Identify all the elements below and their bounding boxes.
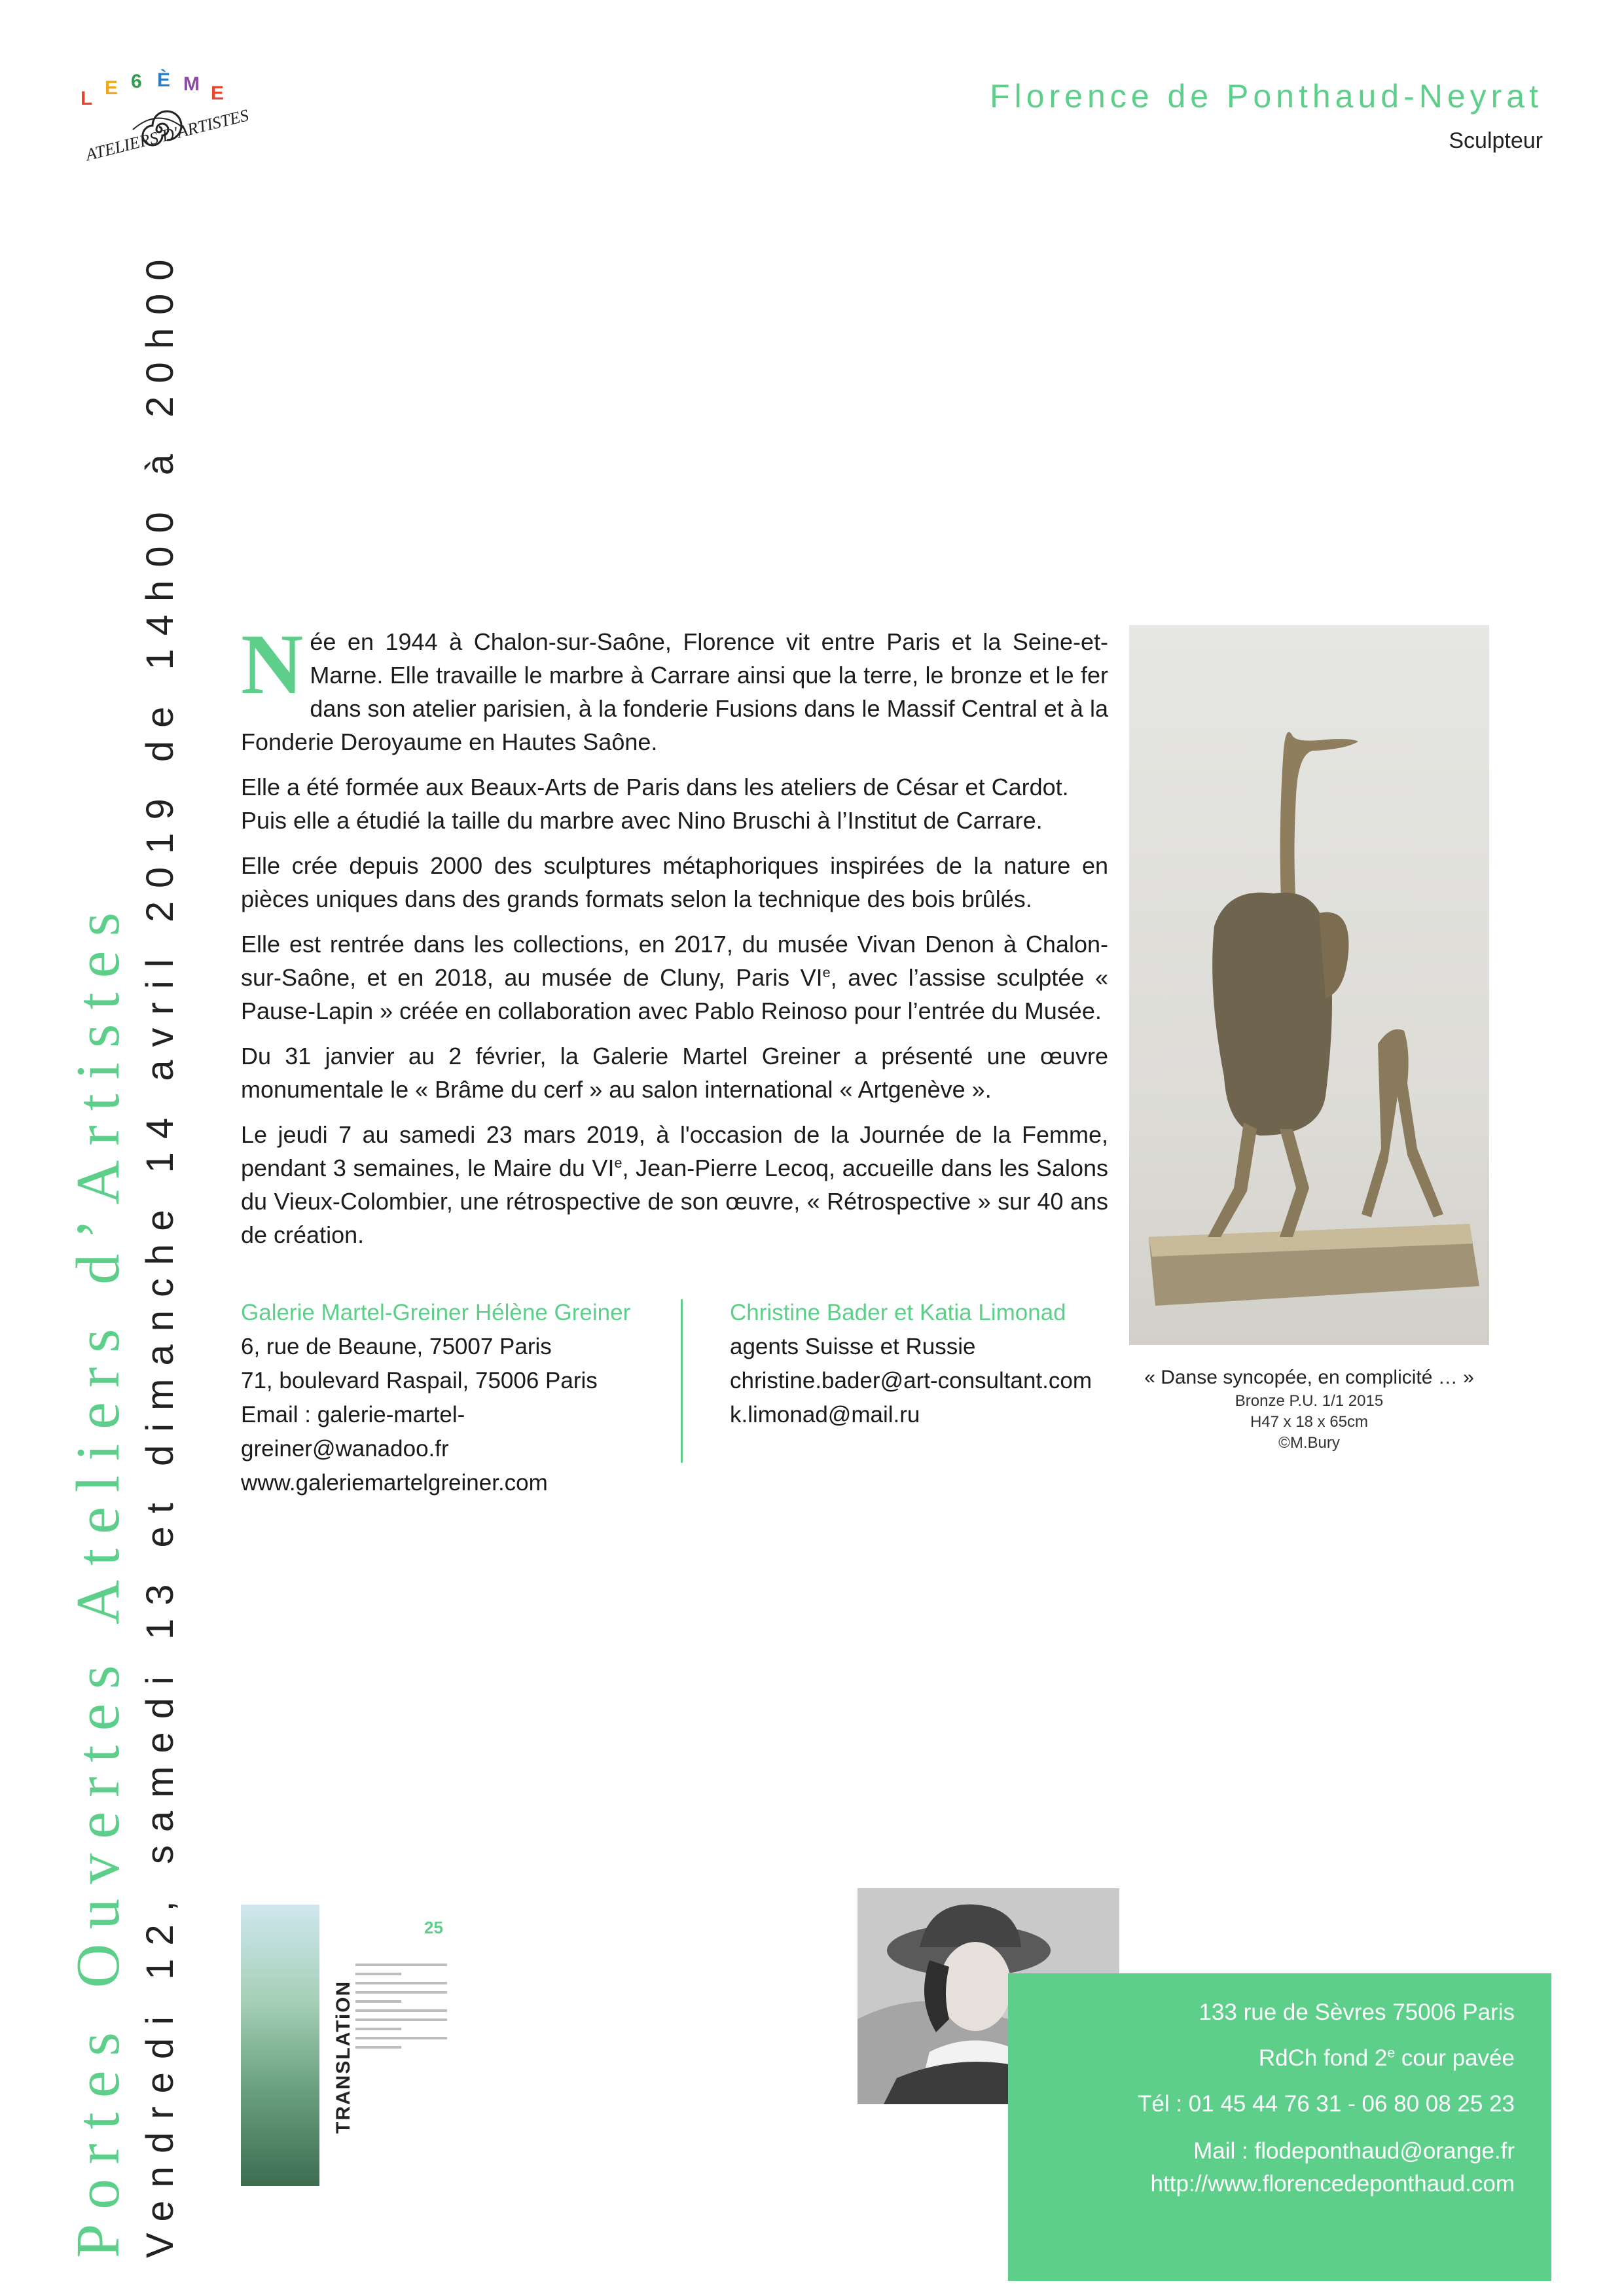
gallery-address-1: 6, rue de Beaune, 75007 Paris: [241, 1334, 552, 1359]
bio-text: ée en 1944 à Chalon-sur-Saône, Florence vit entre Paris et la Seine-et-Marne. Elle travaille le marbre à Carrare ainsi que la terre, le bronze et le fer dans son atelier parisien, à la fonderie Fusions dans le Massif Central et à la Fonderie Deroyaume en Hautes Saône.: [241, 628, 1108, 755]
logo: [77, 69, 251, 169]
exhibition-poster: [241, 1905, 457, 2186]
poster-title: TRANSLATiON: [333, 1980, 354, 2134]
poster-badge: 25: [424, 1918, 443, 1937]
logo-letter: E: [105, 77, 118, 99]
address-floor-text: RdCh fond 2: [1258, 2045, 1388, 2071]
bio-text: Elle est rentrée dans les collections, en 2017, du musée Vivan Denon à Chalon-sur-Saône, et en 2018, au musée de Cluny, Paris VI: [241, 931, 1108, 991]
artwork-photo: [1129, 625, 1489, 1345]
bio-paragraph: [241, 1118, 1108, 1251]
logo-letter: M: [183, 73, 200, 95]
gallery-website[interactable]: www.galeriemartelgreiner.com: [241, 1470, 548, 1496]
bio-text: , Jean-Pierre Lecoq, accueille dans les Salons du Vieux-Colombier, une rétrospective de son œuvre, « Rétrospective » sur 40 ans de création.: [241, 1155, 1108, 1248]
agents-role: agents Suisse et Russie: [730, 1334, 976, 1359]
bio-text: Elle a été formée aux Beaux-Arts de Paris dans les ateliers de César et Cardot.: [241, 774, 1069, 800]
logo-letter: 6: [131, 71, 142, 92]
address-street: 133 rue de Sèvres 75006 Paris: [1199, 2000, 1515, 2025]
artwork-caption: [1113, 1365, 1506, 1454]
artist-role: Sculpteur: [1449, 128, 1543, 153]
logo-letter: L: [81, 88, 93, 109]
address-phone[interactable]: Tél : 01 45 44 76 31 - 06 80 08 25 23: [1138, 2091, 1515, 2117]
biography: [241, 616, 1108, 1263]
contact-divider: [681, 1299, 683, 1463]
artwork-dimensions: H47 x 18 x 65cm: [1250, 1413, 1369, 1431]
drop-cap: N: [241, 616, 304, 712]
agents-contact: [730, 1296, 1123, 1432]
bio-paragraph: Du 31 janvier au 2 février, la Galerie Martel Greiner a présenté une œuvre monumentale le « Brâme du cerf » au salon international « Artgenève ».: [241, 1043, 1108, 1103]
artwork-credit: ©M.Bury: [1278, 1434, 1340, 1452]
address-box: [1008, 1973, 1551, 2281]
gallery-address-2: 71, boulevard Raspail, 75006 Paris: [241, 1368, 598, 1393]
event-title: Portes Ouvertes Ateliers d’Artistes: [64, 898, 132, 2258]
event-dates: Vendredi 12, samedi 13 et dimanche 14 avril 2019 de 14h00 à 20h00: [139, 246, 181, 2258]
superscript: e: [1387, 2045, 1396, 2061]
bio-paragraph: [241, 927, 1108, 1028]
superscript: e: [822, 964, 831, 980]
gallery-heading: Galerie Martel-Greiner Hélène Greiner: [241, 1300, 631, 1325]
vertical-banner: [62, 246, 187, 2258]
address-floor-text: cour pavée: [1395, 2045, 1515, 2071]
bio-text: , avec l’assise sculptée « Pause-Lapin » créée en collaboration avec Pablo Reinoso pour l’entrée du Musée.: [241, 964, 1108, 1024]
address-floor: [1259, 2045, 1515, 2072]
agents-email-2[interactable]: k.limonad@mail.ru: [730, 1402, 920, 1427]
bio-paragraph: [241, 616, 1108, 759]
logo-subtitle: ATELIERS D'ARTISTES: [84, 105, 251, 165]
artwork-title: « Danse syncopée, en complicité … »: [1144, 1367, 1474, 1388]
gallery-contact: [241, 1296, 647, 1500]
agents-heading: Christine Bader et Katia Limonad: [730, 1300, 1066, 1325]
address-mail[interactable]: Mail : flodeponthaud@orange.fr: [1193, 2138, 1515, 2164]
artwork-material: Bronze P.U. 1/1 2015: [1235, 1392, 1384, 1410]
bio-paragraph: [241, 770, 1108, 837]
sculpture-illustration: [1129, 625, 1489, 1345]
bio-paragraph: Elle crée depuis 2000 des sculptures métaphoriques inspirées de la nature en pièces uniques dans des grands formats selon la technique des bois brûlés.: [241, 852, 1108, 912]
poster-text-lines: [355, 1957, 447, 2055]
address-website[interactable]: http://www.florencedeponthaud.com: [1150, 2171, 1515, 2197]
superscript: e: [614, 1155, 623, 1171]
gallery-email[interactable]: Email : galerie-martel-greiner@wanadoo.fr: [241, 1402, 465, 1462]
agents-email-1[interactable]: christine.bader@art-consultant.com: [730, 1368, 1092, 1393]
logo-letter: E: [211, 82, 225, 104]
bio-text: Le jeudi 7 au samedi 23 mars 2019, à l'occasion de la Journée de la Femme, pendant 3 semaines, le Maire du VI: [241, 1121, 1108, 1181]
poster-landscape: [241, 1905, 319, 2186]
logo-letter: È: [157, 69, 171, 91]
artist-name: Florence de Ponthaud-Neyrat: [990, 78, 1543, 115]
bio-text: Puis elle a étudié la taille du marbre avec Nino Bruschi à l’Institut de Carrare.: [241, 807, 1043, 834]
